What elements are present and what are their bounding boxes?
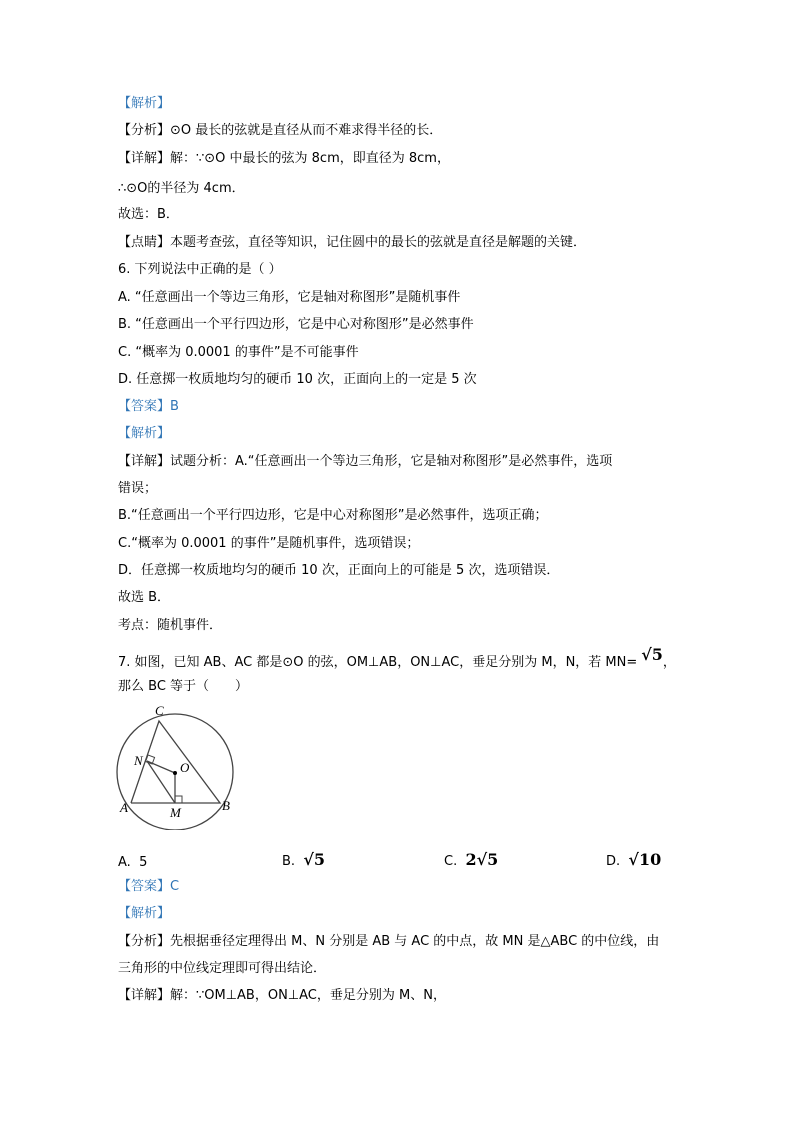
answer: 【答案】C bbox=[118, 879, 180, 894]
text-line: 【详解】解：∵OM⊥AB，ON⊥AC，垂足分别为 M、N， bbox=[118, 988, 446, 1003]
text-line: 错误； bbox=[118, 481, 158, 496]
label-b: B bbox=[222, 798, 230, 813]
section-jiexi: 【解析】 bbox=[118, 906, 171, 921]
answer: 【答案】B bbox=[118, 399, 179, 414]
label-m: M bbox=[170, 805, 181, 820]
option-label: A. bbox=[118, 855, 131, 870]
section-jiexi: 【解析】 bbox=[118, 96, 171, 111]
text-line: 【分析】⊙O 最长的弦就是直径从而不难求得半径的长． bbox=[118, 123, 443, 138]
option-value: 5 bbox=[139, 855, 148, 870]
question-7-text: 7. 如图，已知 AB、AC 都是⊙O 的弦，OM⊥AB，ON⊥AC，垂足分别为 M，N，若 MN= bbox=[118, 655, 638, 670]
label-o: O bbox=[180, 760, 190, 775]
q7-option-c bbox=[444, 850, 498, 869]
option-d: D. 任意掷一枚质地均匀的硬币 10 次，正面向上的一定是 5 次 bbox=[118, 372, 477, 387]
text-line: 三角形的中位线定理即可得出结论． bbox=[118, 961, 327, 976]
q7-option-b bbox=[282, 850, 325, 869]
sqrt5: √5 bbox=[641, 645, 663, 664]
option-label: D. bbox=[606, 854, 621, 869]
option-value: √10 bbox=[628, 850, 662, 869]
text-line: ∴⊙O的半径为 4cm． bbox=[118, 181, 245, 196]
text-line: 故选：B． bbox=[118, 207, 179, 222]
label-a: A bbox=[120, 800, 128, 815]
text-line: 考点：随机事件． bbox=[118, 618, 223, 633]
option-label: C. bbox=[444, 854, 458, 869]
text-line: 【点睛】本题考查弦，直径等知识，记住圆中的最长的弦就是直径是解题的关键． bbox=[118, 235, 587, 250]
section-jiexi: 【解析】 bbox=[118, 426, 171, 441]
option-c: C. “概率为 0.0001 的事件”是不可能事件 bbox=[118, 345, 359, 360]
option-value: 2√5 bbox=[465, 850, 499, 869]
option-value: √5 bbox=[303, 850, 325, 869]
right-angle-m bbox=[175, 796, 182, 803]
question-7 bbox=[118, 645, 676, 671]
text-line: D．任意掷一枚质地均匀的硬币 10 次，正面向上的可能是 5 次，选项错误． bbox=[118, 563, 560, 578]
text-line: 故选 B． bbox=[118, 590, 171, 605]
text-line: 那么 BC 等于（ ） bbox=[118, 679, 249, 694]
q7-option-a bbox=[118, 855, 147, 870]
text-line: 【分析】先根据垂径定理得出 M、N 分别是 AB 与 AC 的中点，故 MN 是△ABC 的中位线，由 bbox=[118, 934, 660, 949]
circle-figure bbox=[110, 700, 250, 830]
comma: ， bbox=[662, 655, 676, 670]
text-line: 【详解】解：∵⊙O 中最长的弦为 8cm，即直径为 8cm， bbox=[118, 151, 450, 166]
text-line: B.“任意画出一个平行四边形，它是中心对称图形”是必然事件，选项正确； bbox=[118, 508, 548, 523]
option-b: B. “任意画出一个平行四边形，它是中心对称图形”是必然事件 bbox=[118, 317, 474, 332]
q7-option-d bbox=[606, 850, 661, 869]
option-label: B. bbox=[282, 854, 296, 869]
option-a: A. “任意画出一个等边三角形，它是轴对称图形”是随机事件 bbox=[118, 290, 461, 305]
question-6: 6. 下列说法中正确的是（ ） bbox=[118, 262, 282, 277]
label-c: C bbox=[155, 703, 164, 718]
text-line: 【详解】试题分析：A.“任意画出一个等边三角形，它是轴对称图形”是必然事件，选项 bbox=[118, 454, 613, 469]
label-n: N bbox=[134, 753, 143, 768]
center-point bbox=[173, 771, 177, 775]
text-line: C.“概率为 0.0001 的事件”是随机事件，选项错误； bbox=[118, 536, 420, 551]
